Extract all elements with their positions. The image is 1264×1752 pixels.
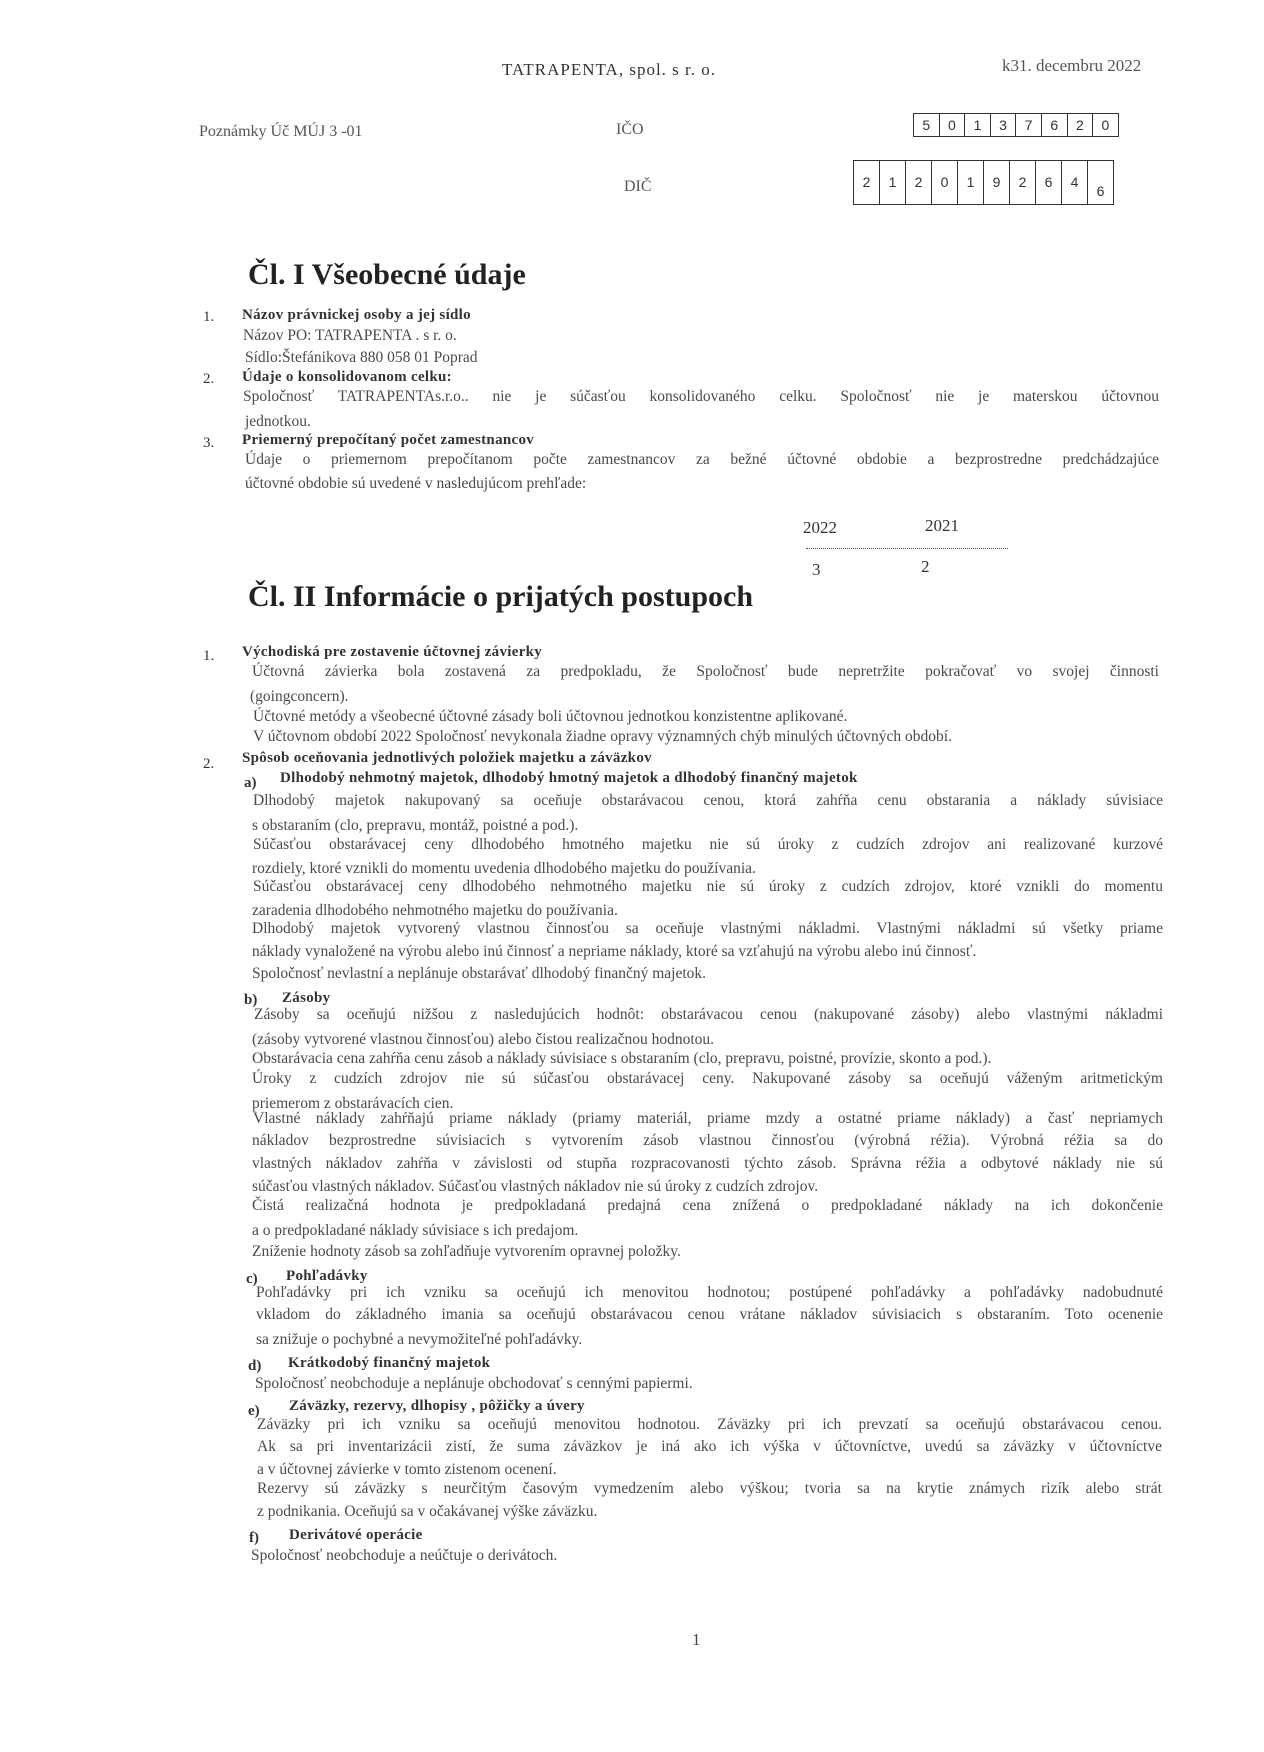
subitem-heading: Derivátové operácie [289,1527,423,1543]
section-2-title: Čl. II Informácie o prijatých postupoch [248,580,754,613]
subitem-text: Ak sa pri inventarizácii zistí, že suma záväzkov je iná ako ich výška v účtovníctve, uvedú sa záväzky v účtovníctve [257,1438,1162,1455]
subitem-text: vlastných nákladov zahŕňa v závislosti od stupňa rozpracovanosti týchto zásob. Správna réžia a odbytové náklady nie sú [252,1155,1163,1172]
ico-digit: 7 [1016,114,1042,136]
subitem-text: sa znižuje o pochybné a nevymožiteľné pohľadávky. [256,1331,583,1348]
subitem-text: Spoločnosť neobchoduje a neúčtuje o derivátoch. [251,1547,558,1564]
employees-year-current: 2022 [803,518,837,537]
ico-digit-boxes [913,113,1119,137]
ico-digit: 5 [914,114,940,136]
item-heading: Údaje o konsolidovanom celku: [242,369,452,385]
subitem-text: zaradenia dlhodobého nehmotného majetku do používania. [252,902,618,919]
item-heading: Spôsob oceňovania jednotlivých položiek majetku a záväzkov [242,750,652,766]
subitem-text: a v účtovnej závierke v tomto zistenom ocenení. [257,1461,557,1478]
item-text: Účtovná závierka bola zostavená za predpokladu, že Spoločnosť bude nepretržite pokračovať vo svojej činnosti [252,663,1159,680]
subitem-text: náklady vynaložené na výrobu alebo inú činnosť a nepriame náklady, ktoré sa vzťahujú na výrobu alebo inú činnosť. [252,943,977,960]
subitem-heading: Dlhodobý nehmotný majetok, dlhodobý hmotný majetok a dlhodobý finančný majetok [280,770,858,786]
item-number: 2. [203,756,215,772]
dic-digit: 1 [958,161,984,204]
subitem-text: Zásoby sa oceňujú nižšou z nasledujúcich hodnôt: obstarávacou cenou (nakupované zásoby) alebo vlastnými nákladmi [254,1006,1163,1023]
item-number: 1. [203,309,215,325]
subitem-text: a o predpokladané náklady súvisiace s ich predajom. [252,1222,579,1239]
subitem-heading: Zásoby [282,990,331,1006]
subitem-text: Pohľadávky pri ich vzniku sa oceňujú ich menovitou hodnotou; postúpené pohľadávky a pohľadávky nadobudnuté [256,1284,1163,1301]
notes-label: Poznámky Úč MÚJ 3 -01 [199,123,363,140]
dic-digit: 2 [906,161,932,204]
item-text: Sídlo:Štefánikova 880 058 01 Poprad [245,349,478,366]
ico-digit: 0 [1101,117,1110,133]
subitem-text: Úroky z cudzích zdrojov nie sú súčasťou obstarávacej ceny. Nakupované zásoby sa oceňujú váženým aritmetickým [252,1070,1163,1087]
subitem-text: vkladom do základného imania sa oceňujú obstarávacou cenou vrátane nákladov súvisiacich s obstaraním. Toto ocenenie [256,1306,1163,1323]
dotted-divider [806,548,1008,549]
dic-label: DIČ [624,178,652,195]
ico-digit: 1 [965,114,991,136]
subitem-text: súčasťou vlastných nákladov. Súčasťou vlastných nákladov nie sú úroky z cudzích zdrojov. [252,1178,819,1195]
item-text: Účtovné metódy a všeobecné účtovné zásady boli účtovnou jednotkou konzistentne aplikované. [253,708,848,725]
company-name: TATRAPENTA, spol. s r. o. [502,60,717,79]
item-number: 2. [203,371,215,387]
dic-digit: 9 [984,161,1010,204]
subitem-heading: Pohľadávky [286,1268,368,1284]
subitem-letter: c) [246,1271,258,1287]
item-text: účtovné obdobie sú uvedené v nasledujúcom prehľade: [245,475,587,492]
subitem-letter: e) [248,1403,260,1419]
ico-label: IČO [616,121,644,138]
subitem-letter: b) [244,992,258,1008]
subitem-text: priemerom z obstarávacích cien. [252,1095,454,1112]
ico-digit: 0 [940,114,966,136]
subitem-text: s obstaraním (clo, prepravu, montáž, poistné a pod.). [252,817,579,834]
subitem-letter: d) [248,1358,262,1374]
ico-digit: 6 [1042,114,1068,136]
subitem-text: Rezervy sú záväzky s neurčitým časovým vymedzením alebo výškou; tvoria sa na krytie známych rizík alebo strát [257,1480,1162,1497]
subitem-heading: Záväzky, rezervy, dlhopisy , pôžičky a úvery [289,1398,585,1414]
subitem-text: Čistá realizačná hodnota je predpokladaná predajná cena znížená o predpokladané náklady na ich dokončenie [252,1197,1163,1214]
item-heading: Názov právnickej osoby a jej sídlo [242,307,471,323]
subitem-text: Súčasťou obstarávacej ceny dlhodobého nehmotného majetku nie sú úroky z cudzích zdrojov, ktoré vznikli do momentu [253,878,1163,895]
dic-digit: 6 [1096,183,1105,199]
section-1-title: Čl. I Všeobecné údaje [248,258,526,291]
subitem-text: Dlhodobý majetok nakupovaný sa oceňuje obstarávacou cenou, ktorá zahŕňa cenu obstarania a náklady súvisiace [253,792,1163,809]
subitem-text: Obstarávacia cena zahŕňa cenu zásob a náklady súvisiace s obstaraním (clo, prepravu, poistné, provízie, skonto a pod.). [252,1050,992,1067]
dic-digit: 1 [880,161,906,204]
subitem-text: Spoločnosť neobchoduje a neplánuje obchodovať s cennými papiermi. [255,1375,693,1392]
subitem-text: Záväzky pri ich vzniku sa oceňujú menovitou hodnotou. Záväzky pri ich prevzatí sa oceňujú obstarávacou cenou. [257,1416,1162,1433]
item-text: Spoločnosť TATRAPENTAs.r.o.. nie je súčasťou konsolidovaného celku. Spoločnosť nie je materskou účtovnou [243,388,1159,405]
subitem-text: Dlhodobý majetok vytvorený vlastnou činnosťou sa oceňuje vlastnými nákladmi. Vlastnými nákladmi sú všetky priame [252,920,1163,937]
dic-digit: 2 [854,161,880,204]
item-number: 3. [203,435,215,451]
subitem-text: rozdiely, ktoré vznikli do momentu uvedenia dlhodobého majetku do používania. [252,860,756,877]
subitem-text: (zásoby vytvorené vlastnou činnosťou) alebo čistou realizačnou hodnotou. [252,1031,715,1048]
subitem-text: nákladov bezprostredne súvisiacich s vytvorením zásob vlastnou činnosťou (výrobná réžia). Výrobná réžia sa do [252,1132,1163,1149]
report-date: k31. decembru 2022 [1002,56,1142,75]
subitem-letter: f) [249,1530,259,1546]
subitem-text: Súčasťou obstarávacej ceny dlhodobého hmotného majetku nie sú úroky z cudzích zdrojov ani realizované kurzové [253,836,1163,853]
subitem-letter: a) [244,775,257,791]
item-text: jednotkou. [245,413,311,430]
dic-digit: 6 [1036,161,1062,204]
item-text: Údaje o priemernom prepočítanom počte zamestnancov za bežné účtovné obdobie a bezprostredne predchádzajúce [245,451,1159,468]
subitem-text: z podnikania. Oceňujú sa v očakávanej výške záväzku. [257,1503,598,1520]
dic-digit: 2 [1010,161,1036,204]
page-number: 1 [692,1630,701,1649]
subitem-heading: Krátkodobý finančný majetok [288,1355,491,1371]
item-number: 1. [203,648,215,664]
employees-value-current: 3 [812,560,821,579]
subitem-text: Vlastné náklady zahŕňajú priame náklady (priamy materiál, priame mzdy a ostatné priame náklady) a časť nepriamych [253,1110,1163,1127]
item-text: (goingconcern). [250,688,349,705]
ico-digit: 2 [1068,114,1094,136]
dic-digit-boxes [853,160,1114,205]
dic-digit: 0 [932,161,958,204]
item-heading: Východiská pre zostavenie účtovnej závierky [242,644,543,660]
employees-value-previous: 2 [921,557,930,576]
dic-digit: 4 [1062,161,1088,204]
ico-digit: 3 [991,114,1017,136]
item-text: Názov PO: TATRAPENTA . s r. o. [243,327,457,344]
item-text: V účtovnom období 2022 Spoločnosť nevykonala žiadne opravy významných chýb minulých účtovných období. [253,728,952,745]
item-heading: Priemerný prepočítaný počet zamestnancov [242,432,535,448]
employees-year-previous: 2021 [925,516,959,535]
subitem-text: Spoločnosť nevlastní a neplánuje obstarávať dlhodobý finančný majetok. [252,965,707,982]
subitem-text: Zníženie hodnoty zásob sa zohľadňuje vytvorením opravnej položky. [252,1243,681,1260]
